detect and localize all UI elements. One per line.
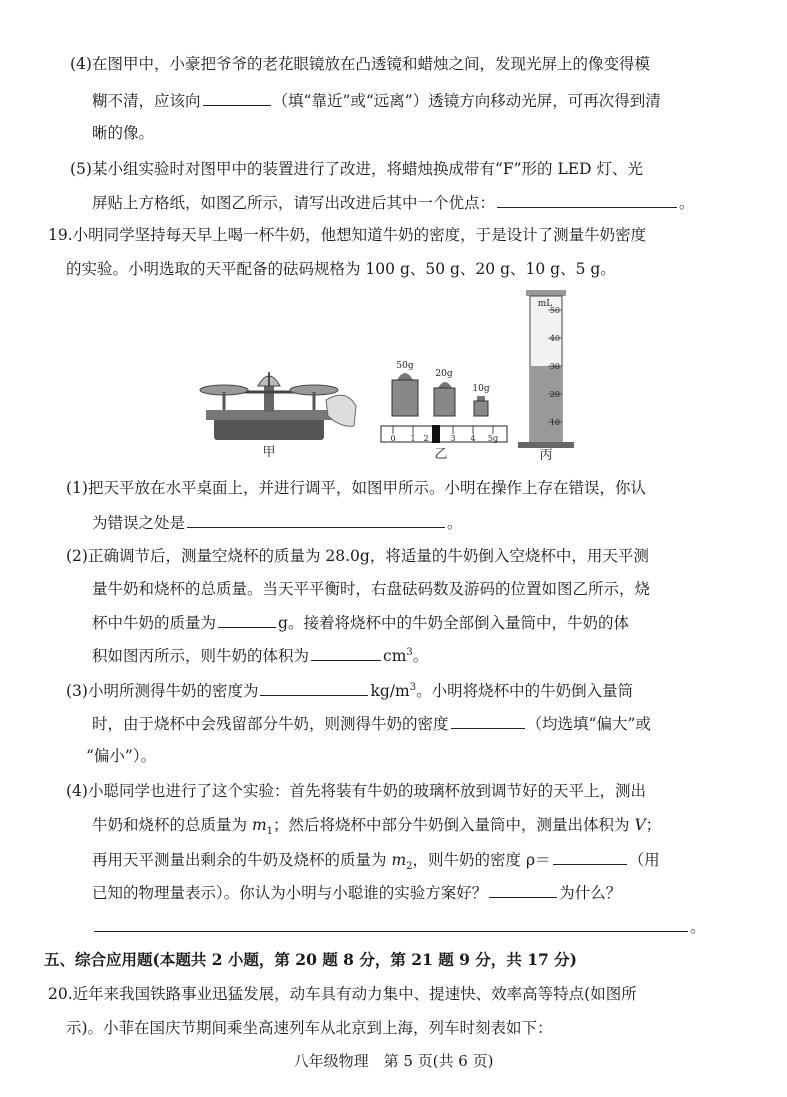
- ruler-tick: 0: [390, 434, 396, 443]
- text: 3: [409, 681, 417, 693]
- text: （用: [628, 851, 660, 869]
- text: 积如图丙所示，则牛奶的体积为: [92, 647, 310, 665]
- q19-p2-line1: (2)正确调节后，测量空烧杯的质量为 28.0g，将适量的牛奶倒入空烧杯中，用天平测: [66, 547, 649, 565]
- answer-blank[interactable]: [187, 510, 445, 528]
- weights-set: [392, 361, 490, 416]
- text: 2: [406, 861, 413, 873]
- cylinder-tick: 10: [549, 418, 560, 427]
- text: ；: [645, 816, 662, 834]
- text: m: [391, 851, 407, 869]
- text: 。: [447, 514, 463, 532]
- q18-p4-line1: (4)在图甲中，小豪把爷爷的老花眼镜放在凸透镜和蜡烛之间，发现光屏上的像变得模: [70, 55, 650, 73]
- q19-p1-line1: (1)把天平放在水平桌面上，并进行调平，如图甲所示。小明在操作上存在错误，你认: [66, 479, 646, 497]
- text: (3)小明所测得牛奶的密度为: [66, 682, 259, 700]
- q20-line2: 示)。小菲在国庆节期间乘坐高速列车从北京到上海，列车时刻表如下：: [66, 1019, 553, 1037]
- text: ；然后将烧杯中部分牛奶倒入量筒中，测量出体积为: [273, 816, 635, 834]
- figure-label-bing: 丙: [539, 448, 553, 460]
- cylinder-tick: 50: [549, 306, 560, 315]
- text: 3: [406, 646, 413, 658]
- q19-p2-line2: 量牛奶和烧杯的总质量。当天平平衡时，右盘砝码数及游码的位置如图乙所示，烧: [92, 580, 651, 598]
- figure-label-yi: 乙: [434, 447, 448, 460]
- q19-p4-line4: [92, 880, 621, 903]
- text: m: [251, 816, 267, 834]
- text: 为错误之处是: [92, 514, 186, 532]
- text: cm: [383, 647, 407, 665]
- rider: [432, 425, 440, 443]
- ruler-tick: 4: [470, 434, 476, 443]
- cylinder-tick: 20: [549, 390, 560, 399]
- answer-blank[interactable]: [94, 914, 688, 932]
- answer-blank[interactable]: [203, 88, 271, 106]
- text: kg/m: [370, 682, 410, 700]
- q19-p3-line3: “偏小”）。: [86, 747, 157, 765]
- weight-20g-label: 20g: [435, 369, 453, 379]
- text: 已知的物理量表示）。你认为小明与小聪谁的实验方案好？: [92, 884, 488, 902]
- q18-p5-line1: (5)某小组实验时对图甲中的装置进行了改进，将蜡烛换成带有“F”形的 LED 灯、光: [70, 160, 643, 178]
- cylinder-tick: 40: [549, 334, 560, 343]
- answer-blank[interactable]: [260, 678, 368, 696]
- text: 糊不清，应该向: [92, 92, 201, 110]
- q19-p2-line4: [92, 643, 428, 666]
- text: 1: [266, 826, 274, 838]
- weight-10g-label: 10g: [472, 384, 490, 394]
- figure-label-jia: 甲: [262, 445, 276, 460]
- text: 牛奶和烧杯的总质量为: [92, 816, 252, 834]
- answer-blank[interactable]: [489, 880, 557, 898]
- text: 。小明将烧杯中的牛奶倒入量筒: [416, 682, 634, 700]
- q19-stem-line1: 19.小明同学坚持每天早上喝一杯牛奶，他想知道牛奶的密度，于是设计了测量牛奶密度: [48, 226, 647, 244]
- text: 。: [412, 647, 429, 665]
- text: （均选填“偏大”或: [526, 715, 651, 733]
- q19-p4-line2: [92, 813, 661, 837]
- q19-stem-line2: 的实验。小明选取的天平配备的砝码规格为 100 g、50 g、20 g、10 g、5 g。: [66, 260, 616, 278]
- text: ，则牛奶的密度 ρ＝: [412, 851, 551, 869]
- answer-blank[interactable]: [497, 190, 677, 208]
- text: （填“靠近”或“远离”）透镜方向移动光屏，可再次得到清: [272, 92, 661, 110]
- text: 屏贴上方格纸，如图乙所示，请写出改进后其中一个优点：: [92, 194, 496, 212]
- cylinder-unit: mL: [537, 299, 553, 309]
- text: 时，由于烧杯中会残留部分牛奶，则测得牛奶的密度: [92, 715, 449, 733]
- answer-blank[interactable]: [553, 847, 627, 865]
- q20-line1: 20.近年来我国铁路事业迅猛发展，动车具有动力集中、提速快、效率高等特点(如图所: [48, 985, 637, 1003]
- section-5-title: 五、综合应用题(本题共 2 小题，第 20 题 8 分，第 21 题 9 分，共 17 分): [44, 950, 577, 969]
- q19-p4-line3: [92, 847, 660, 872]
- q18-p5-line2: [92, 190, 695, 213]
- q19-p2-line3: [92, 610, 629, 633]
- q19-p4-line1: (4)小聪同学也进行了这个实验：首先将装有牛奶的玻璃杯放到调节好的天平上，测出: [66, 782, 646, 800]
- answer-blank[interactable]: [451, 711, 525, 729]
- cylinder-tick: 30: [549, 362, 560, 371]
- text: g。接着将烧杯中的牛奶全部倒入量筒中，牛奶的体: [278, 614, 629, 632]
- ruler-tick: 2: [423, 434, 429, 443]
- q19-p4-line5: [92, 914, 706, 937]
- answer-blank[interactable]: [218, 610, 276, 628]
- weight-50g-label: 50g: [396, 361, 414, 371]
- page-footer: 八年级物理 第 5 页(共 6 页): [293, 1052, 494, 1070]
- q19-p3-line1: [66, 678, 633, 701]
- q19-p3-line2: [92, 711, 651, 734]
- balance-scale: [200, 372, 356, 440]
- text: 为什么？: [559, 884, 622, 902]
- ruler-tick: 1: [410, 434, 416, 443]
- ruler-tick: 3: [450, 434, 456, 443]
- answer-blank[interactable]: [311, 643, 381, 661]
- text: V: [634, 816, 646, 834]
- q19-p1-line2: [92, 510, 463, 533]
- text: 杯中牛奶的质量为: [92, 614, 217, 632]
- q18-p4-line2: [92, 88, 661, 111]
- text: 再用天平测量出剩余的牛奶及烧杯的质量为: [92, 851, 392, 869]
- text: 。: [679, 194, 695, 212]
- graduated-cylinder: [518, 290, 574, 448]
- ruler-tick: 5g: [487, 434, 499, 443]
- balance-weights-cylinder-figure: [196, 288, 576, 460]
- q18-p4-line3: 晰的像。: [92, 124, 155, 142]
- text: 。: [690, 918, 706, 936]
